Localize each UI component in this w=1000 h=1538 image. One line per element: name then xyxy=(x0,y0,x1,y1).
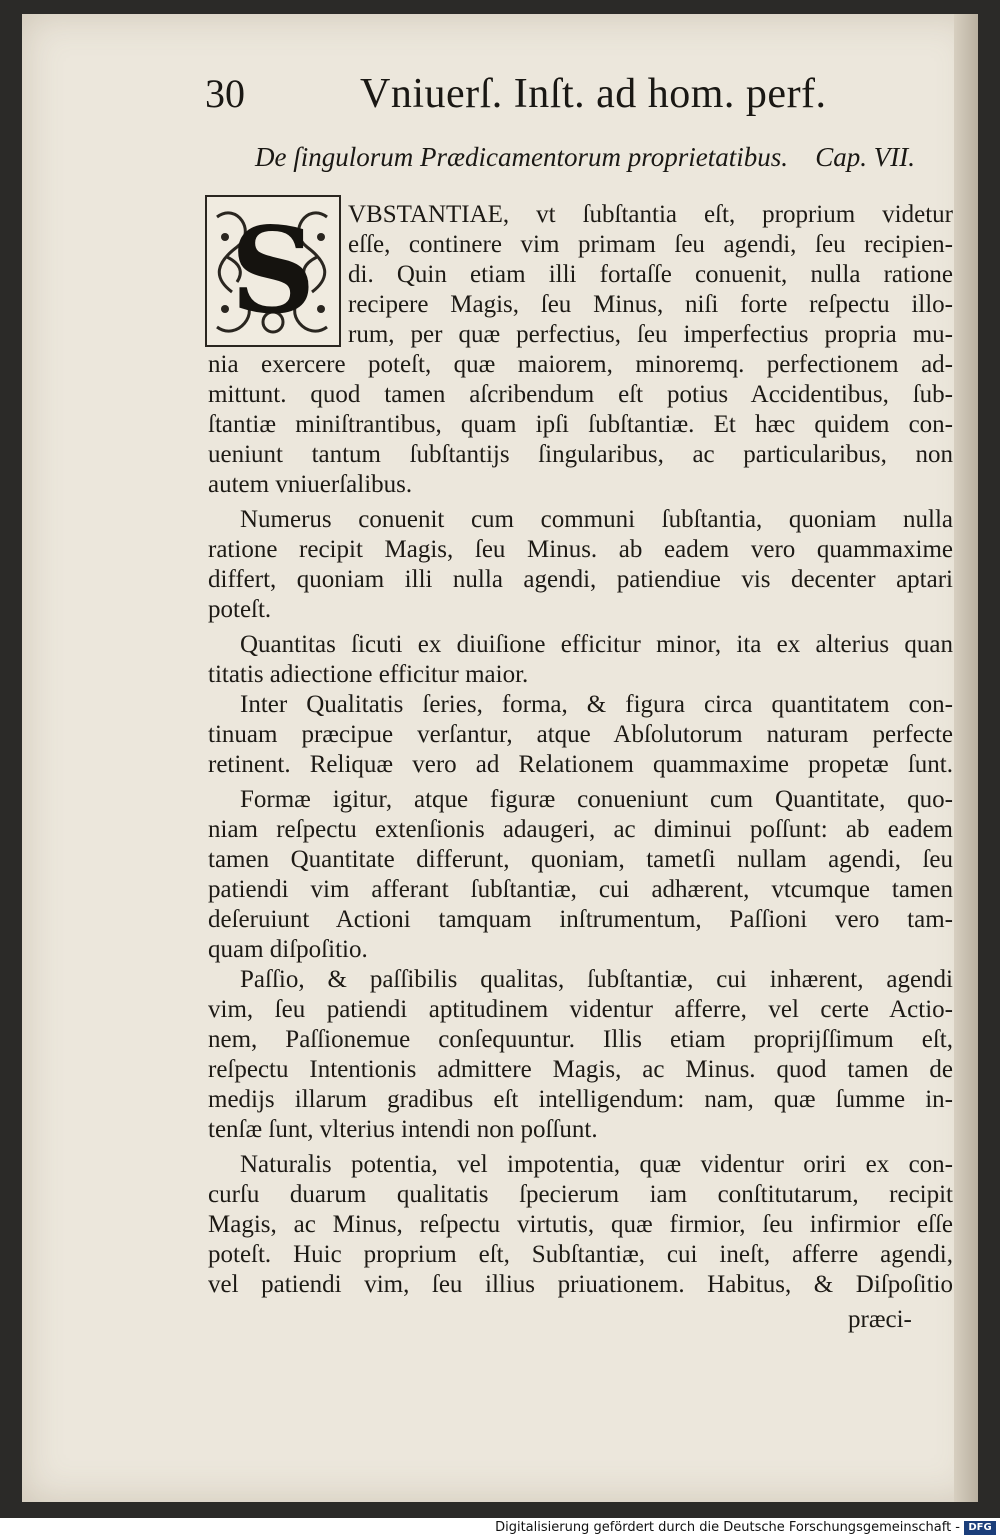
text-line: tenſæ ſunt, vlterius intendi non poſſunt. xyxy=(208,1116,598,1143)
text-line: Naturalis potentia, vel impotentia, quæ videntur oriri ex con- xyxy=(240,1151,953,1178)
chapter-title: De ſingulorum Prædicamentorum proprietatibus. xyxy=(255,142,788,172)
text-line: recipere Magis, ſeu Minus, niſi forte reſpectu illo- xyxy=(348,291,953,318)
text-line: eſſe, continere vim primam ſeu agendi, ſeu recipien- xyxy=(348,231,953,258)
ornamental-initial xyxy=(205,195,341,347)
text-line: nem, Paſſionemue conſequuntur. Illis etiam proprijſſimum eſt, xyxy=(208,1026,953,1053)
text-line: differt, quoniam illi nulla agendi, patiendiue vis decenter aptari xyxy=(208,566,953,593)
text-line: VBSTANTIAE, vt ſubſtantia eſt, proprium videtur xyxy=(348,201,953,228)
text-line: poteſt. xyxy=(208,596,272,623)
text-line: patiendi vim afferant ſubſtantiæ, cui adhærent, vtcumque tamen xyxy=(208,876,953,903)
text-line: Formæ igitur, atque figuræ conueniunt cum Quantitate, quo- xyxy=(240,786,953,813)
text-line: quam diſpoſitio. xyxy=(208,936,368,963)
funding-credit: Digitalisierung gefördert durch die Deutsche Forschungsgemeinschaft - xyxy=(495,1520,960,1535)
text-line: ratione recipit Magis, ſeu Minus. ab eadem vero quammaxime xyxy=(208,536,953,563)
text-line: Numerus conuenit cum communi ſubſtantia, quoniam nulla xyxy=(240,506,953,533)
text-line: mittunt. quod tamen aſcribendum eſt potius Accidentibus, ſub- xyxy=(208,381,953,408)
text-line: poteſt. Huic proprium eſt, Subſtantiæ, cui ineſt, afferre agendi, xyxy=(208,1241,953,1268)
text-line: titatis adiectione efficitur maior. xyxy=(208,661,529,688)
text-line: tinuam præcipue verſantur, atque Abſolutorum naturam perfecte xyxy=(208,721,953,748)
text-line: autem vniuerſalibus. xyxy=(208,471,413,498)
text-line: vim, ſeu patiendi aptitudinem videntur afferre, vel certe Actio- xyxy=(208,996,953,1023)
dfg-logo: DFG xyxy=(964,1521,996,1535)
text-line: nia exercere poteſt, quæ maiorem, minoremq. perfectionem ad- xyxy=(208,351,953,378)
catchword: præci- xyxy=(848,1306,912,1333)
text-line: Magis, ac Minus, reſpectu virtutis, quæ firmior, ſeu infirmior eſſe xyxy=(208,1211,953,1238)
text-line: Quantitas ſicuti ex diuiſione efficitur minor, ita ex alterius quan xyxy=(240,631,953,658)
page-header xyxy=(205,70,905,130)
text-line: ſtantiæ miniſtrantibus, quam ipſi ſubſtantiæ. Et hæc quidem con- xyxy=(208,411,953,438)
text-line: tamen Quantitate differunt, quoniam, tametſi nullam agendi, ſeu xyxy=(208,846,953,873)
text-line: ueniunt tantum ſubſtantijs ſingularibus, ac particularibus, non xyxy=(208,441,953,468)
text-line: retinent. Reliquæ vero ad Relationem quammaxime propetæ ſunt. xyxy=(208,751,953,778)
text-line: rum, per quæ perfectius, ſeu imperfectius propria mu- xyxy=(348,321,953,348)
page-edge xyxy=(954,14,978,1502)
text-line: Paſſio, & paſſibilis qualitas, ſubſtantiæ, cui inhærent, agendi xyxy=(240,966,953,993)
text-line: niam reſpectu extenſionis adaugeri, ac diminui poſſunt: ab eadem xyxy=(208,816,953,843)
initial-letter: S xyxy=(230,201,316,340)
text-line: curſu duarum qualitatis ſpecierum iam conſtitutarum, recipit xyxy=(208,1181,953,1208)
text-line: reſpectu Intentionis admittere Magis, ac Minus. quod tamen de xyxy=(208,1056,953,1083)
running-title: Vniuerſ. Inſt. ad hom. perf. xyxy=(360,71,827,117)
text-line: vel patiendi vim, ſeu illius priuationem. Habitus, & Diſpoſitio xyxy=(208,1271,953,1298)
page-number: 30 xyxy=(205,71,245,116)
chapter-heading xyxy=(255,142,915,182)
text-line: medijs illarum gradibus eſt intelligendum: nam, quæ ſumme in- xyxy=(208,1086,953,1113)
text-line: deſeruiunt Actioni tamquam inſtrumentum, Paſſioni vero tam- xyxy=(208,906,953,933)
text-line: di. Quin etiam illi fortaſſe conuenit, nulla ratione xyxy=(348,261,953,288)
chapter-number: Cap. VII. xyxy=(815,142,915,172)
text-line: Inter Qualitatis ſeries, forma, & figura circa quantitatem con- xyxy=(240,691,953,718)
